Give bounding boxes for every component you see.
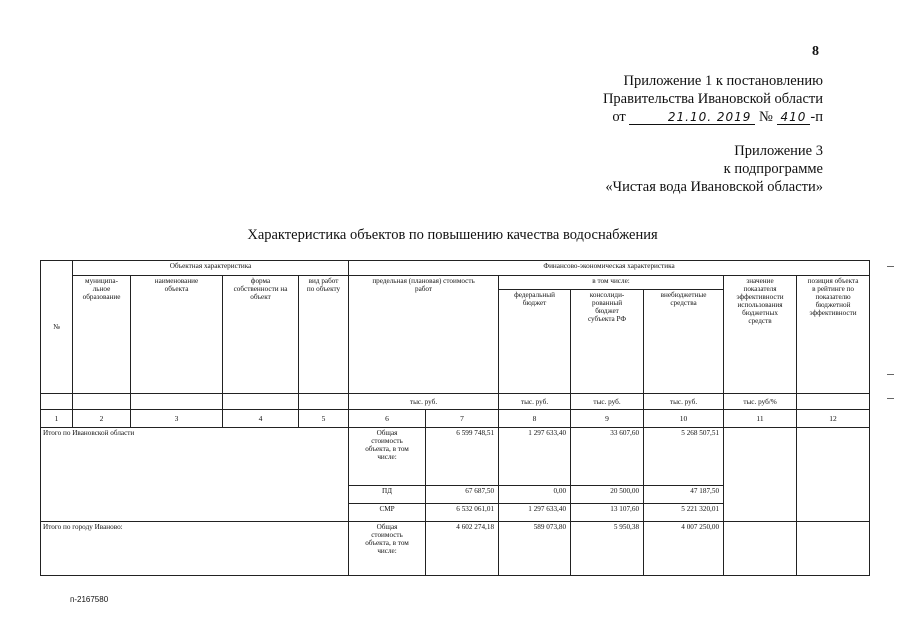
including-header: в том числе: <box>499 276 724 290</box>
total-cost: 67 687,50 <box>426 486 499 504</box>
unit-efficiency: тыс. руб/% <box>724 394 797 410</box>
total-cost: 4 602 274,18 <box>426 522 499 576</box>
subprogram-name: «Чистая вода Ивановской области» <box>605 179 823 195</box>
column-number: 3 <box>131 410 223 428</box>
header-line-1: Приложение 1 к постановлению <box>623 73 823 89</box>
total-cost: 6 599 748,51 <box>426 428 499 486</box>
row-kind: СМР <box>349 504 426 522</box>
column-number: 12 <box>797 410 870 428</box>
consolidated-value: 33 607,60 <box>571 428 644 486</box>
extrabudget-value: 4 007 250,00 <box>644 522 724 576</box>
page-number: 8 <box>812 44 819 59</box>
efficiency-header: значение показателя эффективности использования бюджетных средств <box>724 276 797 394</box>
header-decree-line <box>603 108 823 126</box>
appendix-line: Приложение 3 <box>734 143 823 159</box>
from-prefix: от <box>612 109 626 125</box>
table-row <box>41 522 870 576</box>
ownership-header: форма собственности на объект <box>223 276 299 394</box>
total-cost: 6 532 061,01 <box>426 504 499 522</box>
column-number: 10 <box>644 410 724 428</box>
region-total-label: Итого по Ивановской области <box>41 428 349 522</box>
column-number: 8 <box>499 410 571 428</box>
extrabudget-value: 5 268 507,51 <box>644 428 724 486</box>
consolidated-value: 20 500,00 <box>571 486 644 504</box>
column-number: 1 <box>41 410 73 428</box>
federal-value: 1 297 633,40 <box>499 504 571 522</box>
object-name-header: наименование объекта <box>131 276 223 394</box>
federal-value: 0,00 <box>499 486 571 504</box>
table-row <box>41 428 870 486</box>
row-kind: ПД <box>349 486 426 504</box>
city-total-label: Итого по городу Иваново: <box>41 522 349 576</box>
column-number: 4 <box>223 410 299 428</box>
rating-header: позиция объекта в рейтинге по показателю бюджетной эффективности <box>797 276 870 394</box>
rating-cell <box>797 522 870 576</box>
number-sign: № <box>759 109 773 125</box>
column-number: 9 <box>571 410 644 428</box>
rating-cell <box>797 428 870 522</box>
decree-number: 410 <box>777 110 811 125</box>
federal-value: 589 073,80 <box>499 522 571 576</box>
consolidated-value: 5 950,38 <box>571 522 644 576</box>
column-numbers-row <box>41 410 870 428</box>
limit-cost-header: предельная (плановая) стоимость работ <box>349 276 499 394</box>
document-title: Характеристика объектов по повышению качества водоснабжения <box>247 227 658 243</box>
extrabudget-value: 47 187,50 <box>644 486 724 504</box>
column-number: 6 <box>349 410 426 428</box>
header-line-2: Правительства Ивановской области <box>602 91 823 107</box>
decree-date: 21.10. 2019 <box>629 110 755 125</box>
header-primary <box>603 72 823 126</box>
unit-cost: тыс. руб. <box>349 394 499 410</box>
unit-federal: тыс. руб. <box>499 394 571 410</box>
column-number: 2 <box>73 410 131 428</box>
efficiency-cell <box>724 522 797 576</box>
objects-table <box>40 260 870 576</box>
header-secondary <box>605 142 823 196</box>
consolidated-header: консолиди- рованный бюджет субъекта РФ <box>571 290 644 394</box>
column-number: 11 <box>724 410 797 428</box>
unit-consolidated: тыс. руб. <box>571 394 644 410</box>
row-kind: Общая стоимость объекта, в том числе: <box>349 522 426 576</box>
object-group-header: Объектная характеристика <box>73 261 349 276</box>
consolidated-value: 13 107,60 <box>571 504 644 522</box>
extrabudget-value: 5 221 320,01 <box>644 504 724 522</box>
footer-code: п-2167580 <box>70 595 109 604</box>
finance-group-header: Финансово-экономическая характеристика <box>349 261 870 276</box>
extrabudget-header: внебюджетные средства <box>644 290 724 394</box>
subprogram-line: к подпрограмме <box>723 161 823 177</box>
column-number: 7 <box>426 410 499 428</box>
scan-mark <box>887 374 894 375</box>
column-number: 5 <box>299 410 349 428</box>
col-no-header: № <box>41 261 73 394</box>
federal-value: 1 297 633,40 <box>499 428 571 486</box>
municipality-header: муниципа- льное образование <box>73 276 131 394</box>
scan-mark <box>887 266 894 267</box>
federal-header: федеральный бюджет <box>499 290 571 394</box>
row-kind: Общая стоимость объекта, в том числе: <box>349 428 426 486</box>
work-type-header: вид работ по объекту <box>299 276 349 394</box>
number-suffix: -п <box>810 109 823 125</box>
efficiency-cell <box>724 428 797 522</box>
scan-mark <box>887 398 894 399</box>
unit-extrabudget: тыс. руб. <box>644 394 724 410</box>
